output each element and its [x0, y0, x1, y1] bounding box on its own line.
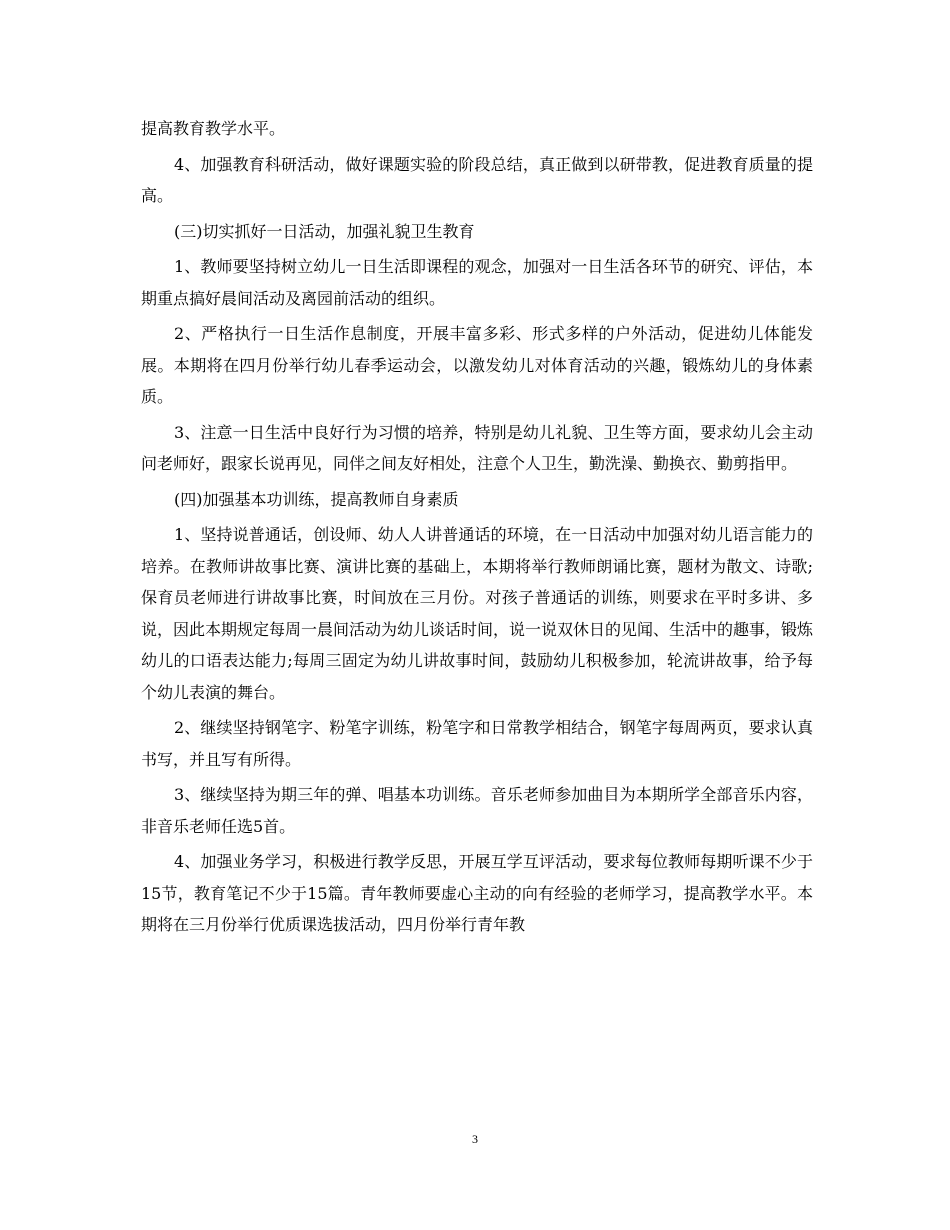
- page-number: 3: [472, 1132, 478, 1146]
- document-body: [141, 113, 813, 945]
- paragraph-item-4-study: 4、加强业务学习，积极进行教学反思，开展互学互评活动，要求每位教师每期听课不少于15节，教育笔记不少于15篇。青年教师要虚心主动的向有经验的老师学习，提高教学水平。本期将在三月份举行优质课选拔活动，四月份举行青年教: [141, 852, 813, 934]
- section-heading-4: (四)加强基本功训练，提高教师自身素质: [174, 489, 459, 509]
- paragraph-item-2-schedule: 2、严格执行一日生活作息制度，开展丰富多彩、形式多样的户外活动，促进幼儿体能发展。本期将在四月份举行幼儿春季运动会，以激发幼儿对体育活动的兴趣，锻炼幼儿的身体素质。: [141, 324, 813, 406]
- paragraph-item-4-research: 4、加强教育科研活动，做好课题实验的阶段总结，真正做到以研带教，促进教育质量的提高。: [141, 154, 813, 205]
- paragraph-item-3-habits: 3、注意一日生活中良好行为习惯的培养，特别是幼儿礼貌、卫生等方面，要求幼儿会主动问老师好，跟家长说再见，同伴之间友好相处，注意个人卫生，勤洗澡、勤换衣、勤剪指甲。: [141, 422, 813, 473]
- paragraph-item-2-calligraphy: 2、继续坚持钢笔字、粉笔字训练，粉笔字和日常教学相结合，钢笔字每周两页，要求认真书写，并且写有所得。: [141, 718, 813, 769]
- section-heading-3: (三)切实抓好一日活动，加强礼貌卫生教育: [174, 221, 475, 241]
- paragraph-item-1-daily-life: 1、教师要坚持树立幼儿一日生活即课程的观念，加强对一日生活各环节的研究、评估，本期重点搞好晨间活动及离园前活动的组织。: [141, 257, 813, 308]
- paragraph-item-3-music: 3、继续坚持为期三年的弹、唱基本功训练。音乐老师参加曲目为本期所学全部音乐内容，非音乐老师任选5首。: [141, 785, 813, 836]
- paragraph-item-1-mandarin: 1、坚持说普通话，创设师、幼人人讲普通话的环境，在一日活动中加强对幼儿语言能力的培养。在教师讲故事比赛、演讲比赛的基础上，本期将举行教师朗诵比赛，题材为散文、诗歌;保育员老师进行讲故事比赛，时间放在三月份。对孩子普通话的训练，则要求在平时多讲、多说，因此本期规定每周一晨间活动为幼儿谈话时间，说一说双休日的见闻、生活中的趣事，锻炼幼儿的口语表达能力;每周三固定为幼儿讲故事时间，鼓励幼儿积极参加，轮流讲故事，给予每个幼儿表演的舞台。: [141, 525, 814, 702]
- paragraph-continuation: 提高教育教学水平。: [141, 119, 286, 138]
